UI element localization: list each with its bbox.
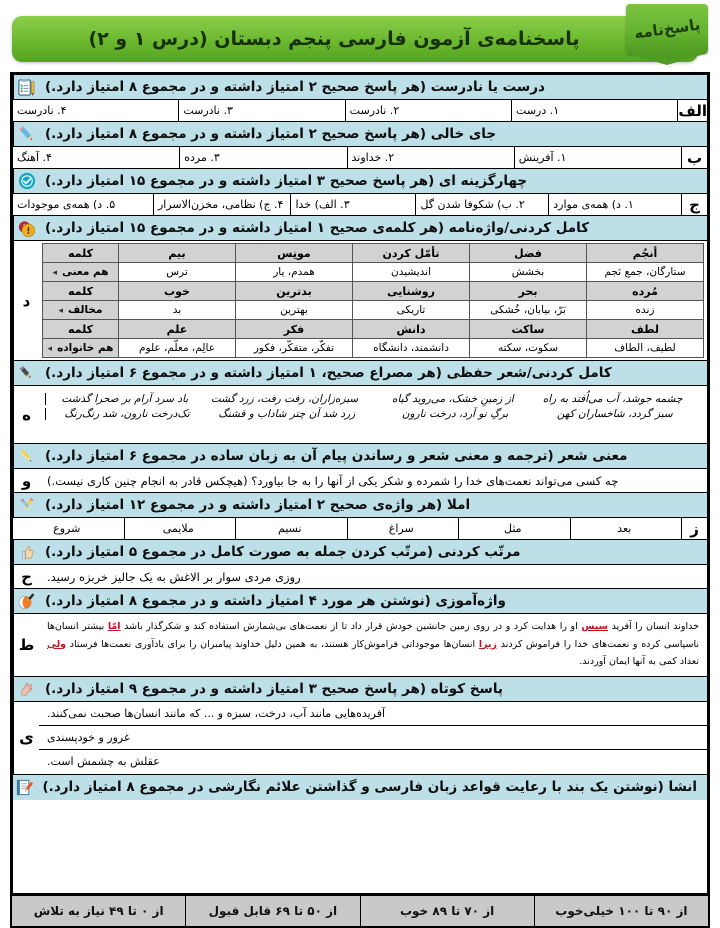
vocab-row-label: کلمه xyxy=(43,244,119,263)
page-title: پاسخنامه‌ی آزمون فارسی پنجم دبستان (درس ۱ و ۲) xyxy=(88,28,580,50)
section-header-alef xyxy=(13,75,707,100)
vocab-meaning: زنده xyxy=(587,301,704,320)
vocab-header-row xyxy=(43,320,704,339)
vocab-meaning: لطیف، الطاف xyxy=(587,339,704,358)
section-header-jim xyxy=(13,169,707,194)
short-answers-list xyxy=(39,702,707,774)
answer-key-tab-label: پاسخ‌نامه xyxy=(632,15,702,43)
vocab-word: روشنایی xyxy=(353,282,470,301)
pencil-icon xyxy=(13,122,39,146)
short-answer: عقلش به چشمش است. xyxy=(47,755,160,769)
poem-hemistich-first xyxy=(45,393,374,405)
vocab-meaning: بَرّ، بیابان، خُشکی xyxy=(470,301,587,320)
poem-hemistich-second xyxy=(374,408,702,420)
answer-row-jim xyxy=(13,194,707,216)
answer-option: ۳. نادرست xyxy=(178,100,344,121)
answer-text: روزی مردی سوار بر الاغش به یک جالیز خربزه رسید. xyxy=(47,569,301,584)
poem-segment: چشمه جوشد، آب می‌اُفتد به راه xyxy=(542,393,683,405)
paragraph-text: بیشتر انسان‌ها ناسپاسی کرده و نعمت‌های خدا را فراموش کردند xyxy=(47,621,699,650)
vocab-kind-text: هم خانواده xyxy=(57,342,114,354)
grading-scale-footer xyxy=(10,896,710,928)
vocab-meaning: تاریکی xyxy=(353,301,470,320)
vocab-kind-label xyxy=(43,301,119,320)
row-letter-alef: الف xyxy=(678,101,707,120)
vocab-value-row xyxy=(43,339,704,358)
highlighted-keyword: ولی xyxy=(47,638,67,650)
grade-band: از ۰ تا ۴۹ نیاز به تلاش xyxy=(33,904,164,918)
answer-option: شروع xyxy=(53,522,81,535)
row-letter-jim: ج xyxy=(681,194,707,215)
row-letter-vav: و xyxy=(13,469,39,492)
answer-option: بعد xyxy=(570,518,682,539)
vocab-word: مونِس xyxy=(236,244,353,263)
vocab-value-row xyxy=(43,263,704,282)
vocab-meaning: ستارگان، جمع نَجم xyxy=(587,263,704,282)
vocab-meaning: بهترین xyxy=(236,301,353,320)
section-header-ze xyxy=(13,493,707,518)
question-exclaim-icon xyxy=(13,216,39,240)
grade-band: از ۹۰ تا ۱۰۰ خیلی‌خوب xyxy=(534,896,708,926)
vocab-word: لطف xyxy=(587,320,704,339)
section-title-dal: کامل کردنی/واژه‌نامه (هر کلمه‌ی صحیح ۱ امتیاز داشته و در مجموع ۱۵ امتیاز دارد.) xyxy=(45,220,590,236)
check-circle-icon xyxy=(13,169,39,193)
vocab-section-dal xyxy=(13,241,707,361)
vocab-word: أنجُم xyxy=(587,244,704,263)
answer-option: ۴. نادرست xyxy=(16,104,67,117)
vocab-meaning: بد xyxy=(119,301,236,320)
section-title-jim: چهارگزینه ای (هر پاسخ صحیح ۳ امتیاز داشته و در مجموع ۱۵ امتیاز دارد.) xyxy=(45,173,528,189)
answer-row-be xyxy=(13,147,707,169)
grade-band: از ۷۰ تا ۸۹ خوب xyxy=(360,896,534,926)
page-header xyxy=(0,0,720,72)
poem-line xyxy=(45,408,701,420)
section-header-vav xyxy=(13,444,707,469)
vocab-row-label: کلمه xyxy=(43,320,119,339)
title-banner xyxy=(12,16,698,62)
paragraph-text: او را هدایت کرد و در روی زمین جانشین خودش قرار داد تا از نعمت‌های بی‌شمارش استفاده کند و شکرگذار باشد xyxy=(120,621,582,632)
row-letter-ta: ط xyxy=(13,614,39,676)
answer-row-alef xyxy=(13,100,707,122)
vocab-word: مُرده xyxy=(587,282,704,301)
poem-segment: سبزه‌زاران، رفت رفت، زرد گشت xyxy=(210,393,359,405)
vocab-row-label: کلمه xyxy=(43,282,119,301)
vocab-word: دانش xyxy=(353,320,470,339)
vocab-word: بحر xyxy=(470,282,587,301)
section-header-hhe xyxy=(13,540,707,565)
vocab-header-row xyxy=(43,282,704,301)
section-title-hhe: مرتّب کردنی (مرتّب کردن جمله به صورت کامل در مجموع ۵ امتیاز دارد.) xyxy=(45,544,521,560)
answer-option: ۴. آهنگ xyxy=(17,151,52,164)
section-header-ye xyxy=(13,677,707,702)
vocab-word: بیم xyxy=(119,244,236,263)
poem-hemistich-first xyxy=(45,408,374,420)
pen-nib-icon: ◂ xyxy=(47,344,53,354)
vocab-table xyxy=(42,243,704,358)
row-letter-hhe: ح xyxy=(13,565,39,588)
answer-key-tab xyxy=(626,4,708,54)
short-answer: آفریده‌هایی مانند آب، درخت، سبزه و ... که مانند انسان‌ها صحبت نمی‌کنند. xyxy=(39,702,707,726)
section-header-he xyxy=(13,361,707,386)
fountain-pen-icon xyxy=(13,361,39,385)
row-letter-he: ه xyxy=(13,386,39,443)
poem-line xyxy=(45,393,701,405)
paragraph-text: انسان‌ها موجوداتی فراموش‌کار هستند، به همین دلیل خداوند پیامبران را برای یادآوری نعمت‌ها فرستاد xyxy=(66,638,479,650)
vocab-meaning: دانشمند، دانشگاه xyxy=(353,339,470,358)
poem-segment: باد سرد آرام بر صحرا گذشت xyxy=(61,393,189,405)
highlighted-keyword: سپس xyxy=(581,621,608,632)
clipboard-checklist-icon xyxy=(13,75,39,99)
poem-segment: سبز گردد، شاخساران کهن xyxy=(556,408,673,420)
vocab-meaning: اندیشیدن xyxy=(353,263,470,282)
vocab-meaning: بخشش xyxy=(470,263,587,282)
answer-row-ye xyxy=(13,702,707,775)
short-answer: غرور و خودپسندی xyxy=(39,726,707,750)
pen-nib-icon: ◂ xyxy=(52,268,57,278)
section-title-alef: درست یا نادرست (هر پاسخ صحیح ۲ امتیاز داشته و در مجموع ۸ امتیاز دارد.) xyxy=(45,79,545,95)
vocab-header-row xyxy=(43,244,704,263)
answer-text: چه کسی می‌تواند نعمت‌های خدا را شمرده و شکر یکی از آنها را به جا بیاورد؟ (هیچکس قادر به انجام چنین کاری نیست.) xyxy=(47,473,619,488)
vocab-kind-text: مخالف xyxy=(68,304,103,316)
poem-hemistich-second xyxy=(374,393,702,405)
hand-write-icon xyxy=(13,677,39,701)
answer-option: مثل xyxy=(458,518,570,539)
answer-option: ۳. الف) خدا xyxy=(290,194,415,215)
section-header-ta xyxy=(13,589,707,614)
vocab-paragraph xyxy=(39,614,707,676)
paragraph-text: تعداد کمی به آنها ایمان آوردند. xyxy=(579,656,699,668)
vocab-meaning: سکوت، سکته xyxy=(470,339,587,358)
answer-option: ۱. درست xyxy=(511,100,677,121)
poem-segment: تک‌درخت نارون، شد رنگ‌رنگ xyxy=(64,408,190,420)
vocab-word: ساکت xyxy=(470,320,587,339)
section-header-be xyxy=(13,122,707,147)
paragraph-text: خداوند انسان را آفرید xyxy=(608,621,699,632)
poem-segment: زرد شد آن چتر شاداب و قشنگ xyxy=(218,408,356,420)
answer-option: ۲. خداوند xyxy=(347,147,514,168)
paint-ball-pen-icon xyxy=(13,589,39,613)
section-title-he: کامل کردنی/شعر حفظی (هر مصراع صحیح، ۱ امتیاز داشته و در مجموع ۶ امتیاز دارد.) xyxy=(45,365,612,381)
section-title-vav: معنی شعر (ترجمه و معنی شعر و رساندن پیام آن به زبان ساده در مجموع ۶ امتیاز دارد.) xyxy=(45,448,628,464)
answer-option: ۲. ب) شکوفا شدن گل xyxy=(415,194,548,215)
answer-option: ملایمی xyxy=(124,518,236,539)
vocab-kind-label xyxy=(43,263,119,282)
pen-nib-icon: ◂ xyxy=(58,306,64,316)
yellow-pencil-icon xyxy=(13,444,39,468)
highlighted-keyword: امّا xyxy=(107,621,121,632)
vocab-value-row xyxy=(43,301,704,320)
grade-band: از ۵۰ تا ۶۹ قابل قبول xyxy=(185,896,359,926)
poem-section-he xyxy=(13,386,707,444)
answer-sheet-body xyxy=(10,72,710,896)
vocab-grid xyxy=(39,241,707,360)
answer-row-hhe xyxy=(13,565,707,589)
answer-option: ۵. د) همه‌ی موجودات xyxy=(16,198,116,211)
answer-option: ۳. مرده xyxy=(179,147,346,168)
section-title-ensha: انشا (نوشتن یک بند با رعایت قواعد زبان فارسی و گذاشتن علائم نگارشی در مجموع ۸ امتیاز دارد.) xyxy=(42,779,697,796)
answer-row-ze xyxy=(13,518,707,540)
vocab-meaning: تفکّر، متفکّر، فکور xyxy=(236,339,353,358)
section-header-dal xyxy=(13,216,707,241)
row-letter-ze: ز xyxy=(681,518,707,539)
row-letter-ye: ی xyxy=(13,702,39,774)
section-title-be: جای خالی (هر پاسخ صحیح ۲ امتیاز داشته و در مجموع ۸ امتیاز دارد.) xyxy=(45,126,497,142)
notebook-pencil-icon xyxy=(11,775,37,800)
vocab-word: بدترین xyxy=(236,282,353,301)
section-title-ye: پاسخ کوتاه (هر پاسخ صحیح ۳ امتیاز داشته و در مجموع ۹ امتیاز دارد.) xyxy=(45,680,503,697)
vocab-word: تأمّل کردن xyxy=(353,244,470,263)
section-title-ta: واژه‌آموزی (نوشتن هر مورد ۴ امتیاز داشته و در مجموع ۸ امتیاز دارد.) xyxy=(45,593,506,609)
vocab-word: فکر xyxy=(236,320,353,339)
vocab-meaning: عالِم، معلّم، علوم xyxy=(119,339,236,358)
row-letter-dal: د xyxy=(13,241,39,360)
section-title-ze: املا (هر واژه‌ی صحیح ۲ امتیاز داشته و در مجموع ۱۲ امتیاز دارد.) xyxy=(45,497,471,513)
answer-option: ۱. آفرینش xyxy=(514,147,681,168)
poem-body xyxy=(39,386,707,443)
answer-row-vav xyxy=(13,469,707,493)
vocab-word: فضل xyxy=(470,244,587,263)
vocab-meaning: همدم، یار xyxy=(236,263,353,282)
vocab-word: خوب xyxy=(119,282,236,301)
answer-option: ۴. ج) نظامی، مخزن‌الاسرار xyxy=(153,194,290,215)
poem-segment: از زمینِ خشک، می‌روید گیاه xyxy=(392,393,514,405)
answer-option: ۱. د) همه‌ی موارد xyxy=(548,194,681,215)
vocab-kind-label xyxy=(43,339,119,358)
answer-row-ta xyxy=(13,614,707,677)
answer-option: نسیم xyxy=(235,518,347,539)
highlighted-keyword: زیرا xyxy=(478,638,498,650)
row-letter-be: ب xyxy=(681,147,707,168)
poem-segment: برگِ نو آرد، درخت نارون xyxy=(401,408,509,420)
vocab-meaning: ترس xyxy=(119,263,236,282)
answer-option: سراغ xyxy=(347,518,459,539)
crossed-pencils-icon xyxy=(13,493,39,517)
answer-option: ۲. نادرست xyxy=(345,100,511,121)
thumbs-up-icon xyxy=(13,540,39,564)
vocab-word: علم xyxy=(119,320,236,339)
vocab-kind-text: هم معنی xyxy=(62,266,109,278)
section-header-ensha xyxy=(13,775,707,800)
